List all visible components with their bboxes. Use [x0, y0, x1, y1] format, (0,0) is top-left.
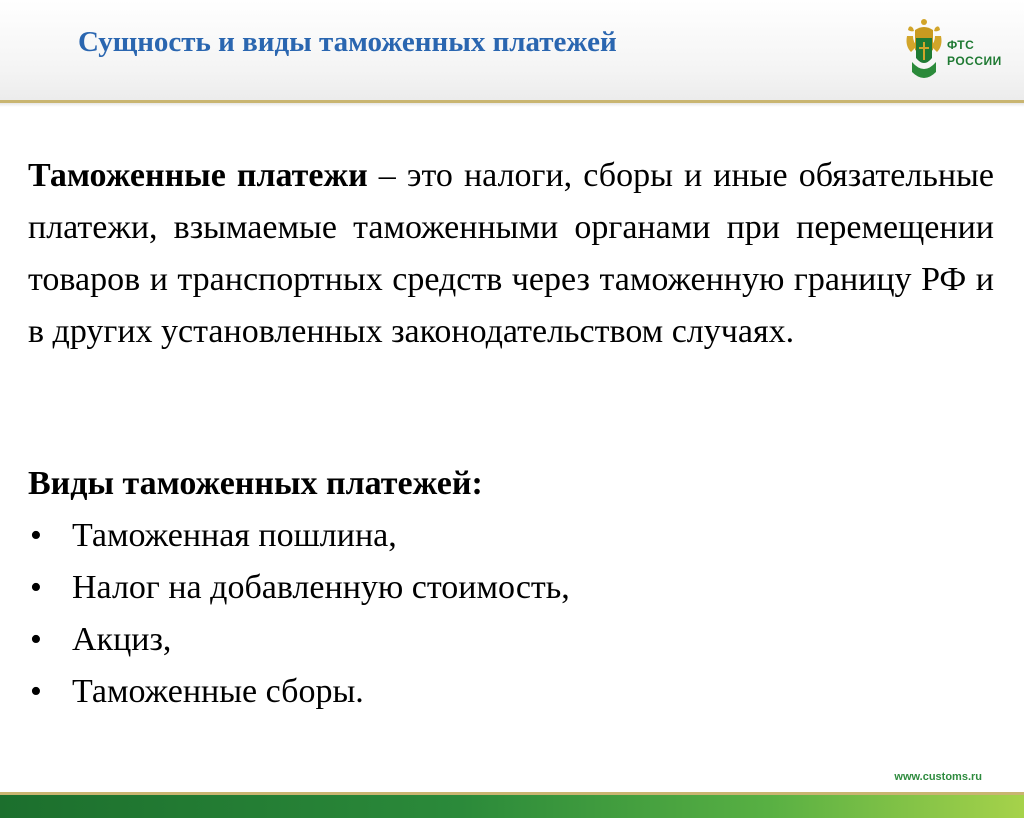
- list-item-text: Таможенные сборы.: [72, 673, 364, 710]
- list-item: [28, 614, 570, 666]
- list-item-text: Налог на добавленную стоимость,: [72, 569, 570, 606]
- bullet: •: [30, 621, 42, 658]
- logo-text-fts: ФТС: [947, 38, 975, 52]
- footer-green-bar: [0, 795, 1024, 818]
- page-title: Сущность и виды таможенных платежей: [78, 26, 617, 58]
- types-heading: Виды таможенных платежей:: [28, 465, 483, 502]
- definition-paragraph: [28, 150, 994, 358]
- bullet: •: [30, 569, 42, 606]
- footer-band: [0, 792, 1024, 818]
- logo-text-russia: РОССИИ: [947, 54, 1002, 68]
- header-shadow: [0, 103, 1024, 107]
- footer-url: www.customs.ru: [894, 771, 982, 783]
- definition-term: Таможенные платежи: [28, 157, 368, 194]
- list-item-text: Таможенная пошлина,: [72, 517, 397, 554]
- list-item-text: Акциз,: [72, 621, 172, 658]
- bullet: •: [30, 517, 42, 554]
- bullet: •: [30, 673, 42, 710]
- list-item: [28, 666, 570, 718]
- header-bar: [0, 0, 1024, 100]
- definition-text: – это налоги, сборы и иные обязательные платежи, взымаемые таможенными органами при перемещении товаров и транспортных средств через таможенную границу РФ и в других установленных законодательством случаях.: [28, 157, 994, 350]
- list-item: [28, 510, 570, 562]
- fts-logo: [905, 14, 1015, 84]
- double-headed-eagle-emblem-icon: [905, 16, 943, 82]
- types-list: [28, 510, 570, 718]
- list-item: [28, 562, 570, 614]
